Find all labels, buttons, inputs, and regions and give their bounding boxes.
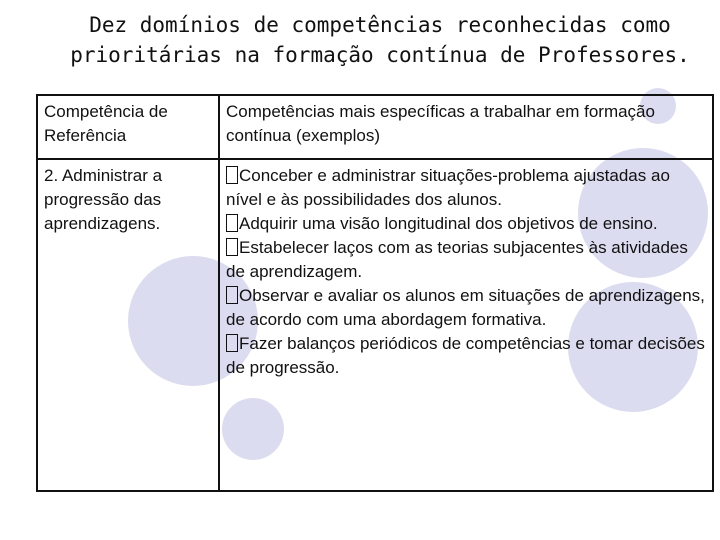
list-item-text: Estabelecer laços com as teorias subjacentes às atividades de aprendizagem. [226, 238, 688, 281]
header-cell-reference: Competência de Referência [37, 95, 219, 159]
list-item-text: Adquirir uma visão longitudinal dos objetivos de ensino. [239, 214, 658, 233]
list-item [226, 236, 706, 284]
missing-glyph-bullet-icon [226, 286, 238, 304]
list-item [226, 212, 706, 236]
cell-specific-competences [219, 159, 713, 491]
missing-glyph-bullet-icon [226, 238, 238, 256]
slide-title [60, 10, 700, 70]
table-header-row [37, 95, 713, 159]
missing-glyph-bullet-icon [226, 334, 238, 352]
list-item [226, 284, 706, 332]
title-line-1: Dez domínios de competências reconhecidas como [89, 13, 671, 37]
list-item-text: Observar e avaliar os alunos em situações de aprendizagens, de acordo com uma abordagem formativa. [226, 286, 705, 329]
table-row [37, 159, 713, 491]
list-item-text: Conceber e administrar situações-problema ajustadas ao nível e às possibilidades dos alunos. [226, 166, 670, 209]
list-item-text: Fazer balanços periódicos de competências e tomar decisões de progressão. [226, 334, 705, 377]
cell-reference-competence: 2. Administrar a progressão das aprendizagens. [37, 159, 219, 491]
missing-glyph-bullet-icon [226, 214, 238, 232]
competencies-table [36, 94, 714, 492]
missing-glyph-bullet-icon [226, 166, 238, 184]
list-item [226, 164, 706, 212]
title-line-2: prioritárias na formação contínua de Professores. [70, 43, 690, 67]
header-cell-specific: Competências mais específicas a trabalhar em formação contínua (exemplos) [219, 95, 713, 159]
list-item [226, 332, 706, 380]
